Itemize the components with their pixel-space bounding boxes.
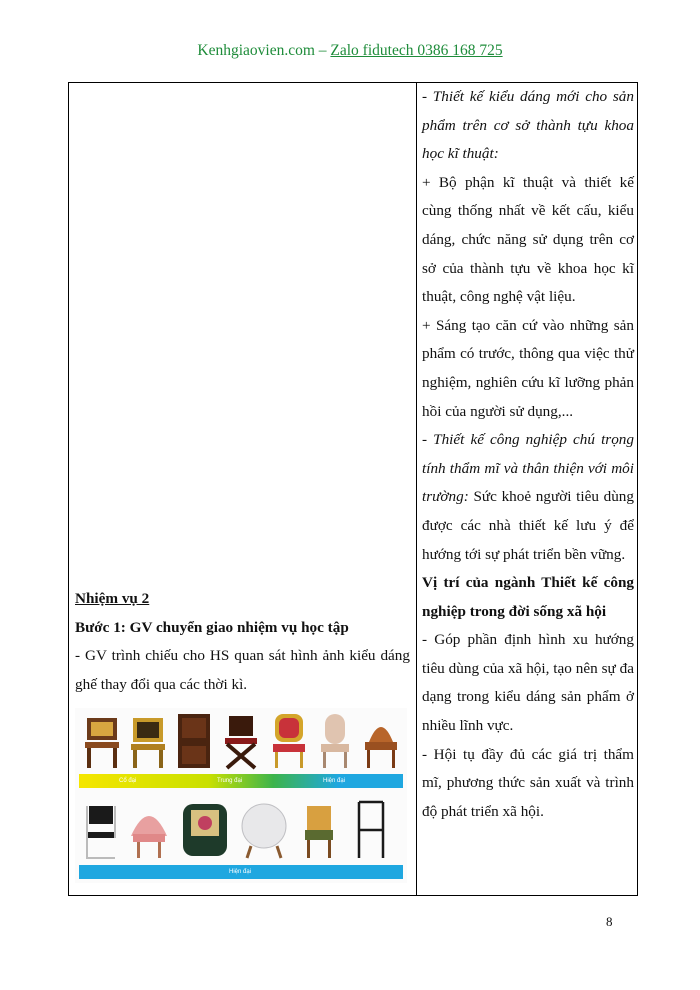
chair-evolution-image <box>75 708 407 883</box>
chair-acrylic-icon <box>239 800 289 860</box>
timeline-band-top <box>79 774 403 788</box>
chair-baroque-icon <box>269 712 309 770</box>
chair-rococo-icon <box>317 712 353 770</box>
right-column <box>422 83 634 826</box>
header-separator: – <box>314 42 331 59</box>
chair-ancient-1-icon <box>83 716 121 770</box>
paragraph-design-new: - Thiết kế kiểu dáng mới cho sản phẩm trên cơ sở thành tựu khoa học kĩ thuật: <box>422 88 634 163</box>
step-title: Bước 1: GV chuyển giao nhiệm vụ học tập <box>75 618 349 636</box>
page-header <box>0 42 700 60</box>
page-number: 8 <box>606 914 613 929</box>
chair-modern-green-icon <box>299 802 339 860</box>
label-modern: Hiện đại <box>323 778 346 784</box>
paragraph-technical: + Bộ phận kĩ thuật và thiết kế cùng thống nhất về kết cấu, kiểu dáng, chức năng sử dụng trên cơ sở của thành tựu về khoa học kĩ thuật, công nghệ vật liệu. <box>422 173 634 306</box>
paragraph-aesthetic <box>422 426 634 569</box>
label-contemporary: Hiện đại <box>229 869 252 875</box>
label-medieval: Trung đại <box>217 778 243 784</box>
chair-armchair-icon <box>179 800 231 860</box>
timeline-band-bottom <box>79 865 403 879</box>
task-title: Nhiệm vụ 2 <box>75 590 150 607</box>
aesthetic-rest: Sức khoẻ người tiêu dùng được các nhà thiết kế lưu ý để hướng tới sự phát triển bền vững. <box>422 488 634 563</box>
chair-shell-icon <box>127 800 171 860</box>
chair-bauhaus-icon <box>81 802 121 860</box>
header-site[interactable]: Kenhgiaovien.com <box>197 42 315 59</box>
label-ancient: Cổ đại <box>119 778 137 784</box>
lesson-table <box>68 82 638 896</box>
chair-medieval-2-icon <box>221 714 261 770</box>
paragraph-creative: + Sáng tạo căn cứ vào những sản phẩm có trước, thông qua việc thử nghiệm, nghiên cứu kĩ lưỡng phản hồi của người sử dụng,... <box>422 316 634 420</box>
paragraph-trend: - Góp phần định hình xu hướng tiêu dùng của xã hội, tạo nên sự đa dạng trong kiểu dáng sản phẩm ở nhiều lĩnh vực. <box>422 631 634 735</box>
paragraph-values: - Hội tụ đầy đủ các giá trị thẩm mĩ, phương thức sản xuất và trình độ phát triển xã hội. <box>422 745 634 820</box>
chair-art-nouveau-icon <box>361 712 401 770</box>
section-heading: Vị trí của ngành Thiết kế công nghiệp trong đời sống xã hội <box>422 574 634 620</box>
header-contact[interactable]: Zalo fidutech 0386 168 725 <box>330 42 503 59</box>
column-divider <box>416 83 417 895</box>
left-column <box>75 585 410 699</box>
chair-ancient-2-icon <box>129 716 167 770</box>
chair-minimal-icon <box>351 800 391 860</box>
chair-medieval-1-icon <box>175 712 213 770</box>
task-description: - GV trình chiếu cho HS quan sát hình ảnh kiểu dáng ghế thay đổi qua các thời kì. <box>75 647 410 693</box>
aesthetic-italic: - Thiết kế công nghiệp chú trọng tính thẩm mĩ và thân thiện với môi trường: <box>422 431 634 506</box>
